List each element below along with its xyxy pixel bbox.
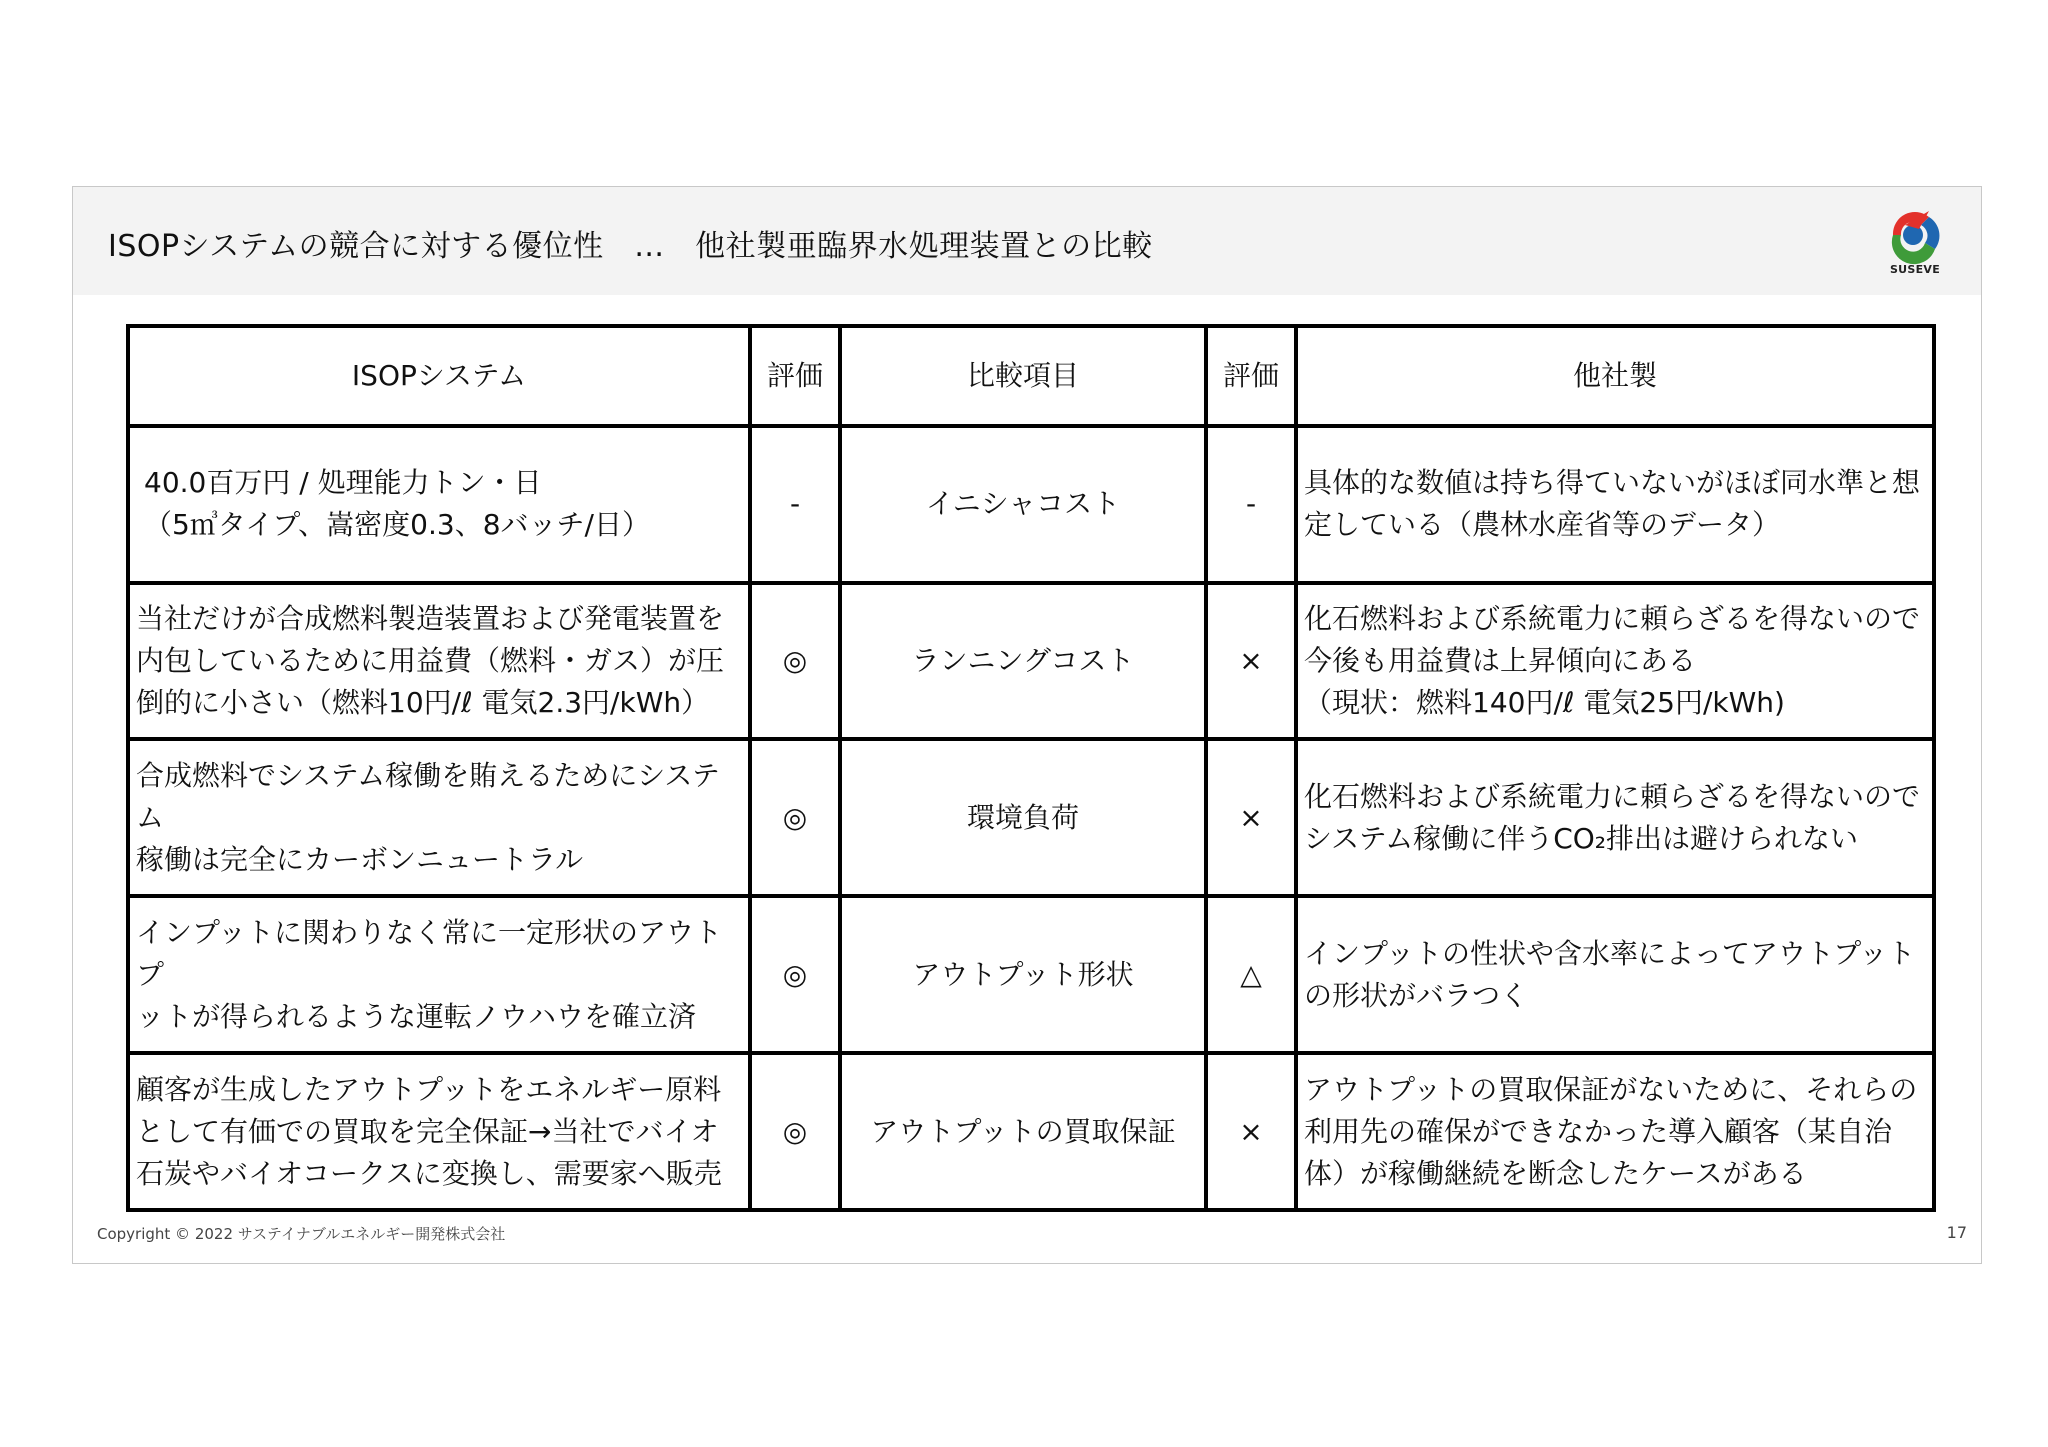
table-row xyxy=(128,896,1934,1053)
comparison-table xyxy=(126,324,1936,1212)
logo-text: SUSEVE xyxy=(1889,263,1941,276)
slide-header xyxy=(73,187,1981,295)
table-row xyxy=(128,739,1934,896)
cell-line: 内包しているために用益費（燃料・ガス）が圧 xyxy=(136,644,725,678)
cell-line: 利用先の確保ができなかった導入顧客（某自治 xyxy=(1304,1114,1893,1148)
cell-line: 具体的な数値は持ち得ていないがほぼ同水準と想 xyxy=(1304,466,1921,500)
slide-title: ISOPシステムの競合に対する優位性 … 他社製亜臨界水処理装置との比較 xyxy=(108,229,1153,264)
other-rating-cell: × xyxy=(1206,739,1296,896)
cell-line: として有価での買取を完全保証→当社でバイオ xyxy=(136,1114,719,1148)
cell-line: （5㎥タイプ、嵩密度0.3、8バッチ/日） xyxy=(144,508,650,542)
header-comparison-item: 比較項目 xyxy=(840,326,1206,426)
cell-line: （現状：燃料140円/ℓ 電気25円/kWh) xyxy=(1304,686,1785,720)
other-cell xyxy=(1296,426,1934,583)
other-cell xyxy=(1296,739,1934,896)
isop-rating-cell: ◎ xyxy=(750,583,840,740)
header-isop: ISOPシステム xyxy=(128,326,750,426)
comparison-item-cell: アウトプット形状 xyxy=(840,896,1206,1053)
cell-line: 合成燃料でシステム稼働を賄えるためにシステム xyxy=(136,758,720,834)
logo-mark-icon xyxy=(1885,205,1945,265)
isop-rating-cell: ◎ xyxy=(750,739,840,896)
header-isop-rating: 評価 xyxy=(750,326,840,426)
company-logo xyxy=(1885,205,1945,281)
cell-line: 石炭やバイオコークスに変換し、需要家へ販売 xyxy=(136,1156,722,1190)
other-rating-cell: × xyxy=(1206,583,1296,740)
other-cell xyxy=(1296,583,1934,740)
isop-cell xyxy=(128,896,750,1053)
cell-line: の形状がバラつく xyxy=(1304,978,1529,1012)
table-row xyxy=(128,1053,1934,1210)
cell-line: インプットの性状や含水率によってアウトプット xyxy=(1304,936,1916,970)
cell-line: インプットに関わりなく常に一定形状のアウトプ xyxy=(136,915,723,991)
cell-line: 倒的に小さい（燃料10円/ℓ 電気2.3円/kWh） xyxy=(136,686,710,720)
comparison-item-cell: イニシャコスト xyxy=(840,426,1206,583)
table-row xyxy=(128,583,1934,740)
cell-line: 40.0百万円 / 処理能力トン・日 xyxy=(144,466,542,500)
cell-line: 稼働は完全にカーボンニュートラル xyxy=(136,842,584,876)
other-rating-cell: × xyxy=(1206,1053,1296,1210)
cell-line: システム稼働に伴うCO₂排出は避けられない xyxy=(1304,821,1859,855)
comparison-item-cell: ランニングコスト xyxy=(840,583,1206,740)
header-other-rating: 評価 xyxy=(1206,326,1296,426)
isop-rating-cell: ◎ xyxy=(750,896,840,1053)
comparison-item-cell: アウトプットの買取保証 xyxy=(840,1053,1206,1210)
table-row xyxy=(128,426,1934,583)
slide xyxy=(72,186,1982,1264)
isop-cell xyxy=(128,426,750,583)
other-cell xyxy=(1296,1053,1934,1210)
isop-cell xyxy=(128,739,750,896)
cell-line: 定している（農林水産省等のデータ） xyxy=(1304,508,1781,542)
header-other-company: 他社製 xyxy=(1296,326,1934,426)
isop-cell xyxy=(128,1053,750,1210)
other-rating-cell: △ xyxy=(1206,896,1296,1053)
cell-line: 化石燃料および系統電力に頼らざるを得ないので xyxy=(1304,602,1921,636)
cell-line: 顧客が生成したアウトプットをエネルギー原料 xyxy=(136,1072,722,1106)
table-header-row xyxy=(128,326,1934,426)
cell-line: アウトプットの買取保証がないために、それらの xyxy=(1304,1072,1918,1106)
cell-line: 当社だけが合成燃料製造装置および発電装置を xyxy=(136,602,725,636)
other-rating-cell: - xyxy=(1206,426,1296,583)
isop-rating-cell: - xyxy=(750,426,840,583)
other-cell xyxy=(1296,896,1934,1053)
comparison-item-cell: 環境負荷 xyxy=(840,739,1206,896)
cell-line: ットが得られるような運転ノウハウを確立済 xyxy=(136,999,697,1033)
copyright-text: Copyright © 2022 サステイナブルエネルギー開発株式会社 xyxy=(97,1225,506,1243)
page-number: 17 xyxy=(1946,1223,1967,1242)
isop-rating-cell: ◎ xyxy=(750,1053,840,1210)
cell-line: 体）が稼働継続を断念したケースがある xyxy=(1304,1156,1807,1190)
cell-line: 化石燃料および系統電力に頼らざるを得ないので xyxy=(1304,779,1921,813)
isop-cell xyxy=(128,583,750,740)
cell-line: 今後も用益費は上昇傾向にある xyxy=(1304,644,1697,678)
